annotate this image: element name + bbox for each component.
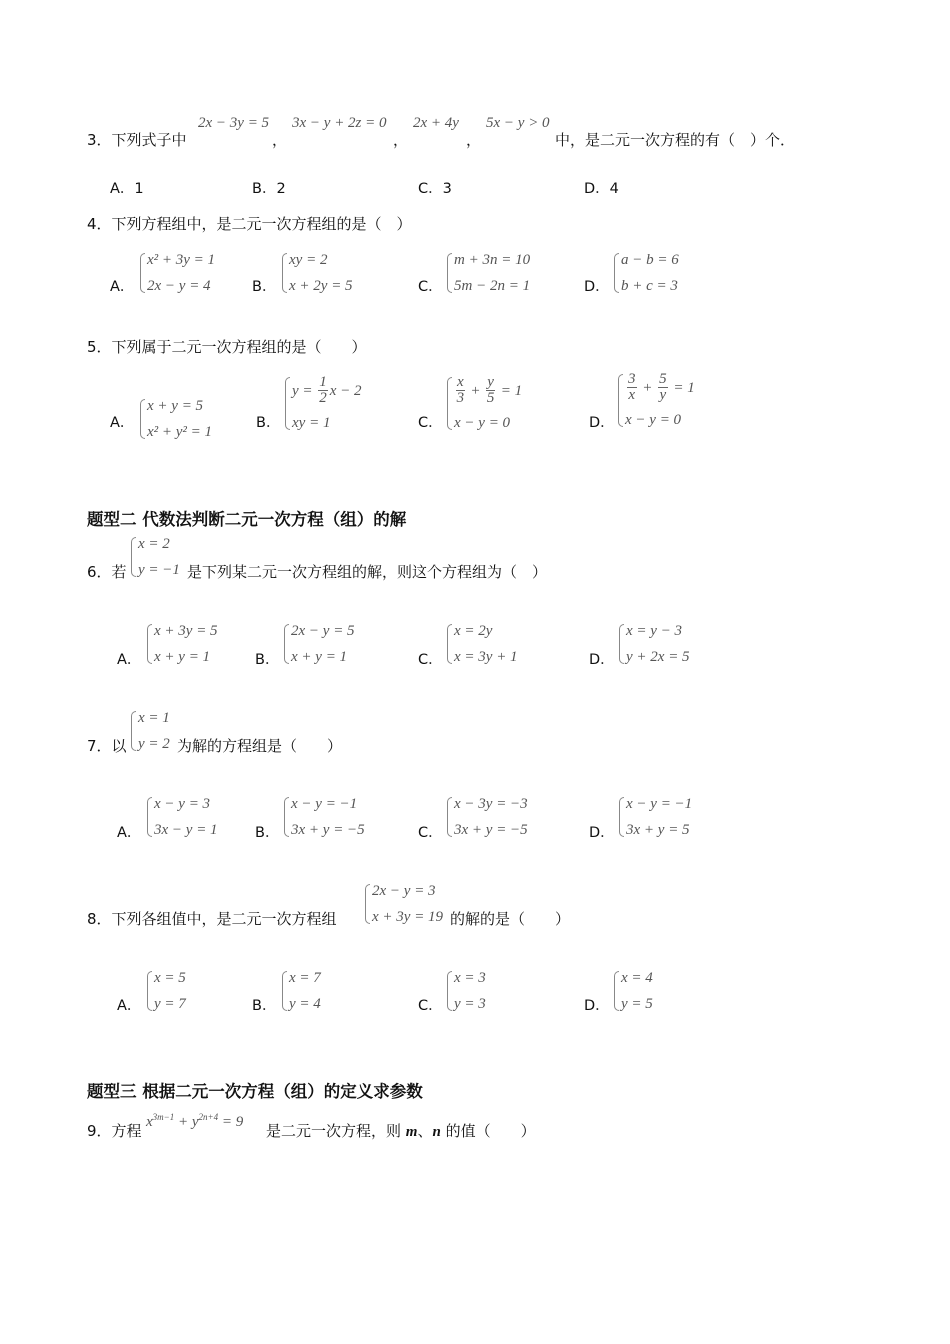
- q7-option-b-system: [284, 795, 365, 839]
- equation-text: 5m − 2n = 1: [454, 278, 531, 294]
- equation-line: [138, 735, 170, 753]
- equation-text: x + y = 1: [154, 649, 211, 665]
- q3-expression-2: 3x − y + 2z = 0: [292, 115, 387, 131]
- equation-line: [454, 414, 526, 432]
- equation-line: [154, 995, 186, 1013]
- q5-option-d-label[interactable]: D．: [589, 415, 615, 431]
- fraction-numerator: 5: [659, 371, 667, 387]
- q5-option-a-system: [140, 397, 212, 441]
- equation-text: 2x − y = 3: [372, 883, 436, 899]
- equation-line: [292, 414, 362, 432]
- equation-text: 3x + y = −5: [291, 822, 365, 838]
- q5-option-c-system: [447, 375, 526, 432]
- fraction-denominator: y: [659, 387, 667, 403]
- equation-line: [621, 969, 653, 987]
- q5-stem: 5．下列属于二元一次方程组的是（ ）: [87, 338, 367, 356]
- equation-text: 3x + y = 5: [626, 822, 690, 838]
- fraction-denominator: x: [628, 387, 636, 403]
- equation-text: x² + 3y = 1: [147, 252, 216, 268]
- equation-text: y = −1: [138, 562, 180, 578]
- q3-option-a[interactable]: A．1: [110, 181, 144, 197]
- q9-stem-tail: 的值（ ）: [440, 1122, 536, 1140]
- equation-line: [292, 375, 362, 406]
- fraction: [627, 372, 637, 403]
- fraction: [486, 375, 495, 406]
- q6-stem-start: 6．若: [87, 563, 127, 581]
- fraction-numerator: x: [457, 374, 464, 390]
- equation-line: [154, 648, 218, 666]
- equation-text: 2x − y = 5: [291, 623, 355, 639]
- q3-expression-4: 5x − y > 0: [486, 115, 550, 131]
- q3-expression-3: 2x + 4y: [413, 115, 459, 131]
- equation-line: [454, 251, 530, 269]
- equation-text: y = 3: [454, 996, 486, 1012]
- q6-option-d-system: [619, 622, 690, 666]
- equation-text: y = 5: [621, 996, 653, 1012]
- equation-text: x − 2: [329, 382, 362, 399]
- equation-line: [154, 969, 186, 987]
- equation-line: [454, 622, 518, 640]
- q9-eq-base-y: y: [191, 1114, 199, 1130]
- q4-option-a-label[interactable]: A．: [110, 279, 135, 295]
- equation-line: [291, 795, 365, 813]
- q3-option-c[interactable]: C．3: [418, 181, 452, 197]
- equation-text: y = 7: [154, 996, 186, 1012]
- equation-text: x + y = 1: [291, 649, 348, 665]
- q7-given-solution: [131, 709, 170, 753]
- equation-line: [147, 423, 212, 441]
- equation-text: 2x − y = 4: [147, 278, 211, 294]
- q7-option-a-system: [147, 795, 218, 839]
- equation-text: +: [466, 382, 485, 399]
- q9-equation: [146, 1108, 243, 1131]
- equation-text: y + 2x = 5: [626, 649, 690, 665]
- q9-stem-end: [266, 1122, 536, 1141]
- equation-text: xy = 1: [292, 415, 331, 431]
- q6-option-b-system: [284, 622, 355, 666]
- equation-text: x − y = 3: [154, 796, 211, 812]
- q8-given-system: [365, 882, 443, 926]
- equation-text: x + y = 5: [147, 398, 204, 414]
- q5-option-d-system: [618, 372, 699, 429]
- equation-text: x − y = 0: [625, 412, 682, 428]
- fraction-numerator: y: [487, 374, 494, 390]
- equation-line: [626, 795, 692, 813]
- equation-line: [289, 995, 321, 1013]
- q6-stem-end: 是下列某二元一次方程组的解，则这个方程组为（ ）: [187, 563, 548, 581]
- q7-stem-start: 7．以: [87, 737, 127, 755]
- q5-option-c-label[interactable]: C．: [418, 415, 443, 431]
- q9-stem-start: 9．方程: [87, 1122, 142, 1140]
- equation-line: [454, 969, 486, 987]
- q7-option-b-label[interactable]: B．: [255, 825, 280, 841]
- equation-line: [454, 795, 528, 813]
- q9-var-n: n: [432, 1124, 441, 1140]
- fraction-numerator: 1: [319, 374, 327, 390]
- equation-text: m + 3n = 10: [454, 252, 531, 268]
- q3-comma: ，: [466, 131, 482, 149]
- equation-line: [621, 251, 679, 269]
- equation-line: [454, 375, 526, 406]
- q6-option-a-label[interactable]: A．: [117, 652, 142, 668]
- q6-given-solution: [131, 535, 180, 579]
- equation-text: x² + y² = 1: [147, 424, 213, 440]
- equation-line: [147, 277, 215, 295]
- q9-sep: 、: [417, 1122, 433, 1140]
- equation-line: [154, 622, 218, 640]
- fraction: [658, 372, 668, 403]
- equation-line: [154, 795, 218, 813]
- fraction: [456, 375, 465, 406]
- q7-option-a-label[interactable]: A．: [117, 825, 142, 841]
- q9-var-m: m: [405, 1124, 418, 1140]
- equation-line: [621, 995, 653, 1013]
- equation-line: [289, 277, 353, 295]
- equation-line: [147, 251, 215, 269]
- q8-option-b-label[interactable]: B．: [252, 998, 277, 1014]
- equation-text: x − y = −1: [626, 796, 693, 812]
- equation-text: x + 3y = 5: [154, 623, 218, 639]
- equation-text: x = 4: [621, 970, 653, 986]
- q3-expression-1: 2x − 3y = 5: [198, 115, 270, 131]
- q8-option-b-system: [282, 969, 321, 1013]
- equation-line: [289, 251, 353, 269]
- equation-line: [626, 622, 690, 640]
- equation-line: [154, 821, 218, 839]
- q5-option-a-label[interactable]: A．: [110, 415, 135, 431]
- equation-text: +: [638, 379, 657, 396]
- q8-stem-end: 的解的是（ ）: [450, 910, 571, 928]
- equation-text: b + c = 3: [621, 278, 678, 294]
- q8-option-c-label[interactable]: C．: [418, 998, 443, 1014]
- q8-stem-start: 8．下列各组值中，是二元一次方程组: [87, 910, 337, 928]
- equation-line: [626, 821, 692, 839]
- q7-stem-end: 为解的方程组是（ ）: [177, 737, 343, 755]
- q9-eq-base-x: x: [146, 1114, 153, 1130]
- q9-eq-plus: +: [174, 1114, 192, 1130]
- fraction-denominator: 2: [319, 390, 327, 406]
- equation-line: [291, 622, 355, 640]
- equation-line: [625, 411, 699, 429]
- equation-text: x + 3y = 19: [372, 909, 444, 925]
- q5-option-b-system: [285, 375, 362, 432]
- section-heading-3: 题型三 根据二元一次方程（组）的定义求参数: [87, 1082, 423, 1101]
- q8-option-d-system: [614, 969, 653, 1013]
- q3-option-b[interactable]: B．2: [252, 181, 286, 197]
- equation-line: [621, 277, 679, 295]
- fraction-denominator: 5: [486, 390, 495, 406]
- fraction-denominator: 3: [456, 390, 465, 406]
- equation-text: x = y − 3: [626, 623, 683, 639]
- q4-option-d-label[interactable]: D．: [584, 279, 610, 295]
- q3-option-d[interactable]: D．4: [584, 181, 619, 197]
- equation-text: x = 1: [138, 710, 170, 726]
- equation-text: = 1: [496, 382, 526, 399]
- equation-text: y =: [292, 382, 317, 399]
- q3-comma: ，: [393, 131, 409, 149]
- equation-text: x − y = 0: [454, 415, 511, 431]
- q6-option-c-system: [447, 622, 518, 666]
- equation-text: y = 4: [289, 996, 321, 1012]
- q5-option-b-label[interactable]: B．: [256, 415, 281, 431]
- q3-stem-end: 中，是二元一次方程的有（ ）个．: [555, 131, 796, 149]
- equation-text: x = 7: [289, 970, 321, 986]
- equation-line: [625, 372, 699, 403]
- q4-option-a-system: [140, 251, 215, 295]
- fraction-numerator: 3: [628, 371, 636, 387]
- equation-text: x = 2: [138, 536, 170, 552]
- equation-line: [454, 821, 528, 839]
- equation-line: [454, 648, 518, 666]
- q8-option-a-label[interactable]: A．: [117, 998, 142, 1014]
- equation-text: a − b = 6: [621, 252, 679, 268]
- q7-option-c-label[interactable]: C．: [418, 825, 443, 841]
- q4-option-c-system: [447, 251, 530, 295]
- equation-line: [291, 648, 355, 666]
- equation-line: [289, 969, 321, 987]
- q6-option-c-label[interactable]: C．: [418, 652, 443, 668]
- equation-line: [138, 535, 180, 553]
- q8-option-a-system: [147, 969, 186, 1013]
- q6-option-a-system: [147, 622, 218, 666]
- equation-line: [138, 709, 170, 727]
- equation-line: [372, 908, 443, 926]
- q8-option-c-system: [447, 969, 486, 1013]
- equation-line: [147, 397, 212, 415]
- equation-text: x = 3y + 1: [454, 649, 518, 665]
- q4-option-d-system: [614, 251, 679, 295]
- q7-option-d-label[interactable]: D．: [589, 825, 615, 841]
- q7-option-d-system: [619, 795, 692, 839]
- equation-line: [291, 821, 365, 839]
- q3-stem-start: 3．下列式子中: [87, 131, 187, 149]
- q9-eq-rhs: = 9: [218, 1114, 244, 1130]
- q9-stem-text: 是二元一次方程，则: [266, 1122, 406, 1140]
- q6-option-d-label[interactable]: D．: [589, 652, 615, 668]
- fraction: [318, 375, 328, 406]
- equation-text: x − y = −1: [291, 796, 358, 812]
- equation-line: [454, 277, 530, 295]
- q9-eq-exponent-1: 3m−1: [152, 1112, 175, 1122]
- equation-line: [454, 995, 486, 1013]
- q9-eq-exponent-2: 2n+4: [198, 1112, 219, 1122]
- q4-option-b-system: [282, 251, 353, 295]
- equation-text: x = 3: [454, 970, 486, 986]
- q6-option-b-label[interactable]: B．: [255, 652, 280, 668]
- equation-text: x − 3y = −3: [454, 796, 528, 812]
- q3-comma: ，: [272, 131, 288, 149]
- equation-line: [626, 648, 690, 666]
- q4-option-b-label[interactable]: B．: [252, 279, 277, 295]
- q4-option-c-label[interactable]: C．: [418, 279, 443, 295]
- equation-line: [138, 561, 180, 579]
- equation-text: x + 2y = 5: [289, 278, 353, 294]
- equation-text: 3x + y = −5: [454, 822, 528, 838]
- equation-text: = 1: [669, 379, 699, 396]
- q7-option-c-system: [447, 795, 528, 839]
- equation-text: 3x − y = 1: [154, 822, 218, 838]
- equation-text: x = 5: [154, 970, 186, 986]
- equation-line: [372, 882, 443, 900]
- equation-text: xy = 2: [289, 252, 328, 268]
- section-heading-2: 题型二 代数法判断二元一次方程（组）的解: [87, 510, 407, 529]
- q4-stem: 4．下列方程组中，是二元一次方程组的是（ ）: [87, 215, 412, 233]
- equation-text: y = 2: [138, 736, 170, 752]
- equation-text: x = 2y: [454, 623, 493, 639]
- q8-option-d-label[interactable]: D．: [584, 998, 610, 1014]
